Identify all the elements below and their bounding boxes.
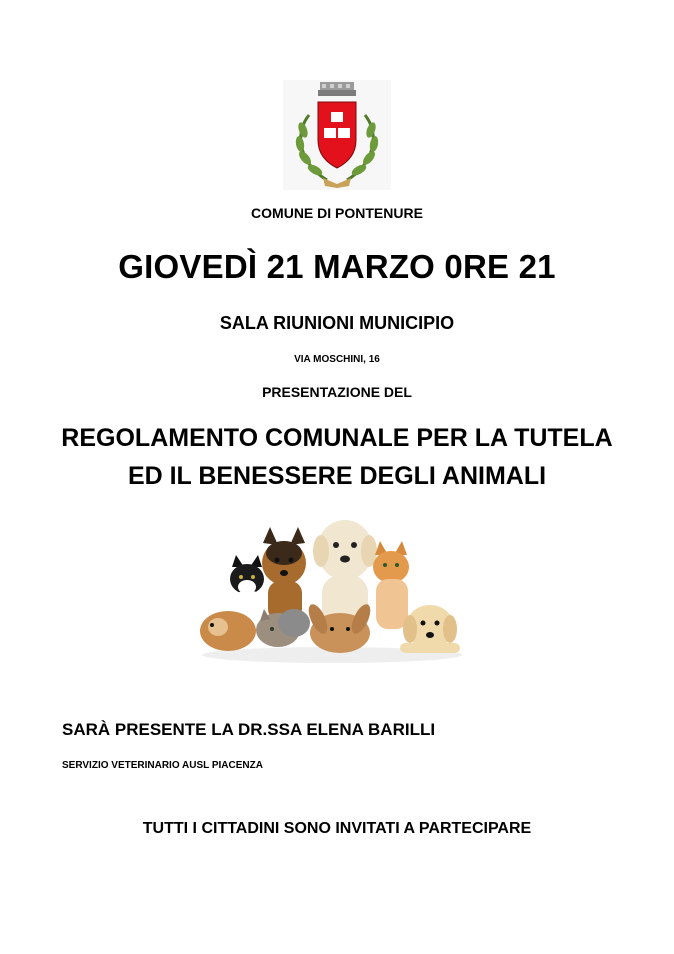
crest-icon bbox=[283, 80, 391, 190]
speaker-affiliation: SERVIZIO VETERINARIO AUSL PIACENZA bbox=[62, 760, 263, 771]
presentation-intro: PRESENTAZIONE DEL bbox=[262, 384, 412, 400]
invitation-text: TUTTI I CITTADINI SONO INVITATI A PARTECIPARE bbox=[142, 820, 532, 837]
pets-group-image bbox=[190, 515, 475, 665]
event-venue: SALA RIUNIONI MUNICIPIO bbox=[219, 313, 455, 333]
event-address: VIA MOSCHINI, 16 bbox=[294, 354, 380, 365]
municipality-name: COMUNE DI PONTENURE bbox=[251, 205, 423, 221]
event-title-line-1: REGOLAMENTO COMUNALE PER LA TUTELA bbox=[61, 424, 613, 452]
event-title-line-2: ED IL BENESSERE DEGLI ANIMALI bbox=[127, 462, 547, 490]
event-date-time: GIOVEDÌ 21 MARZO 0RE 21 bbox=[118, 248, 556, 285]
speaker-line: SARÀ PRESENTE LA DR.SSA ELENA BARILLI bbox=[62, 720, 436, 739]
